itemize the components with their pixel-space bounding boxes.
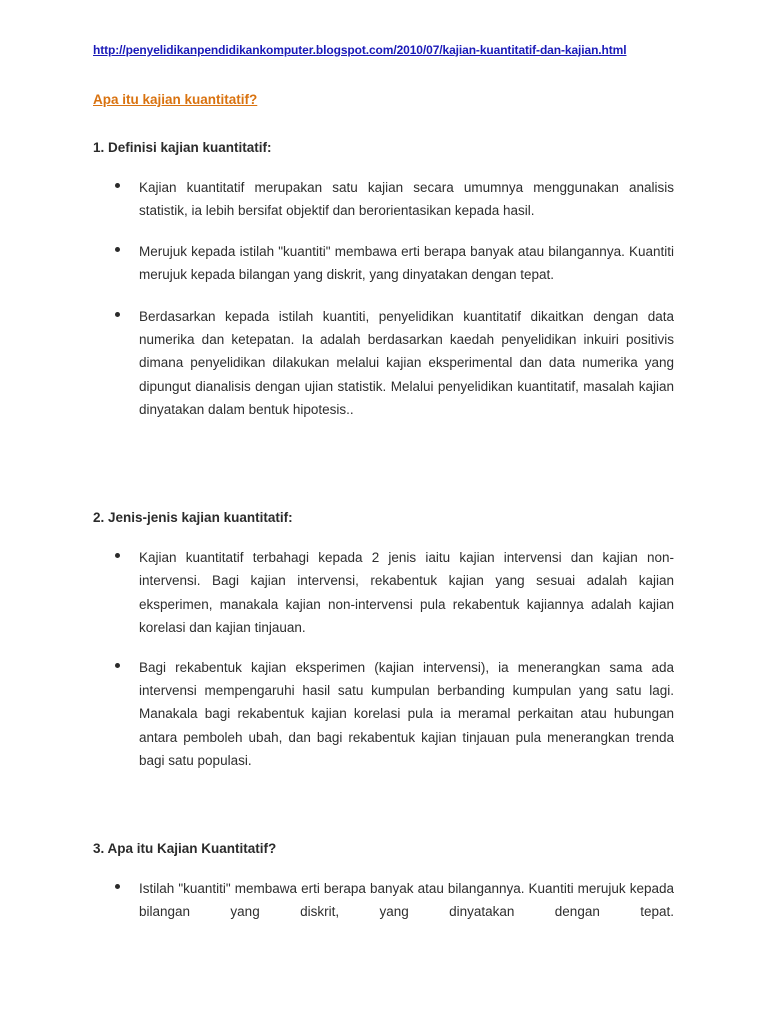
list-item bbox=[0, 305, 768, 422]
list-item bbox=[0, 656, 768, 773]
document-title: Apa itu kajian kuantitatif? bbox=[93, 92, 258, 107]
list-item-text: Merujuk kepada istilah "kuantiti" membawa erti berapa banyak atau bilangannya. Kuantiti merujuk kepada bilangan yang diskrit, yang dinyatakan dengan tepat. bbox=[139, 243, 674, 283]
section-heading-jenis: 2. Jenis-jenis kajian kuantitatif: bbox=[93, 510, 293, 525]
list-item-text: Kajian kuantitatif merupakan satu kajian secara umumnya menggunakan analisis statistik, ia lebih bersifat objektif dan berorientasikan kepada hasil. bbox=[139, 180, 674, 219]
section-list-definisi bbox=[0, 176, 768, 422]
bullet-dot-icon bbox=[115, 663, 120, 668]
section-list-apa-itu bbox=[0, 877, 768, 924]
section-heading-definisi: 1. Definisi kajian kuantitatif: bbox=[93, 140, 272, 155]
list-item bbox=[0, 546, 768, 640]
source-url-link[interactable]: http://penyelidikanpendidikankomputer.blogspot.com/2010/07/kajian-kuantitatif-dan-kajian.html bbox=[93, 43, 627, 57]
section-heading-apa-itu: 3. Apa itu Kajian Kuantitatif? bbox=[93, 841, 277, 856]
list-item-text: Berdasarkan kepada istilah kuantiti, penyelidikan kuantitatif dikaitkan dengan data numerika dan ketepatan. Ia adalah berdasarkan kaedah penyelidikan inkuiri positivis dimana penyelidikan dilakukan melalui kajian eksperimental dan data numerika yang dipungut dianalisis dengan ujian statistik. Melalui penyelidikan kuantitatif, masalah kajian dinyatakan dalam bentuk hipotesis.. bbox=[139, 308, 674, 418]
bullet-dot-icon bbox=[115, 312, 120, 317]
section-list-jenis bbox=[0, 546, 768, 773]
bullet-dot-icon bbox=[115, 183, 120, 188]
list-item-text: Bagi rekabentuk kajian eksperimen (kajian intervensi), ia menerangkan sama ada intervensi mempengaruhi hasil satu kumpulan berbanding kumpulan yang satu lagi. Manakala bagi rekabentuk kajian korelasi pula ia meramal perkaitan atau hubungan antara pemboleh ubah, dan bagi rekabentuk kajian tinjauan pula menerangkan trenda bagi satu populasi. bbox=[139, 659, 674, 769]
list-item bbox=[0, 877, 768, 924]
bullet-dot-icon bbox=[115, 247, 120, 252]
list-item bbox=[0, 240, 768, 287]
list-item bbox=[0, 176, 768, 223]
bullet-dot-icon bbox=[115, 553, 120, 558]
list-item-text: Kajian kuantitatif terbahagi kepada 2 jenis iaitu kajian intervensi dan kajian non-intervensi. Bagi kajian intervensi, rekabentuk kajian yang sesuai adalah kajian eksperimen, manakala kajian non-intervensi pula rekabentuk kajiannya adalah kajian korelasi dan kajian tinjauan. bbox=[139, 550, 674, 636]
bullet-dot-icon bbox=[115, 884, 120, 889]
list-item-text: Istilah "kuantiti" membawa erti berapa banyak atau bilangannya. Kuantiti merujuk kepada bilangan yang diskrit, yang dinyatakan dengan tepat. bbox=[139, 881, 674, 920]
